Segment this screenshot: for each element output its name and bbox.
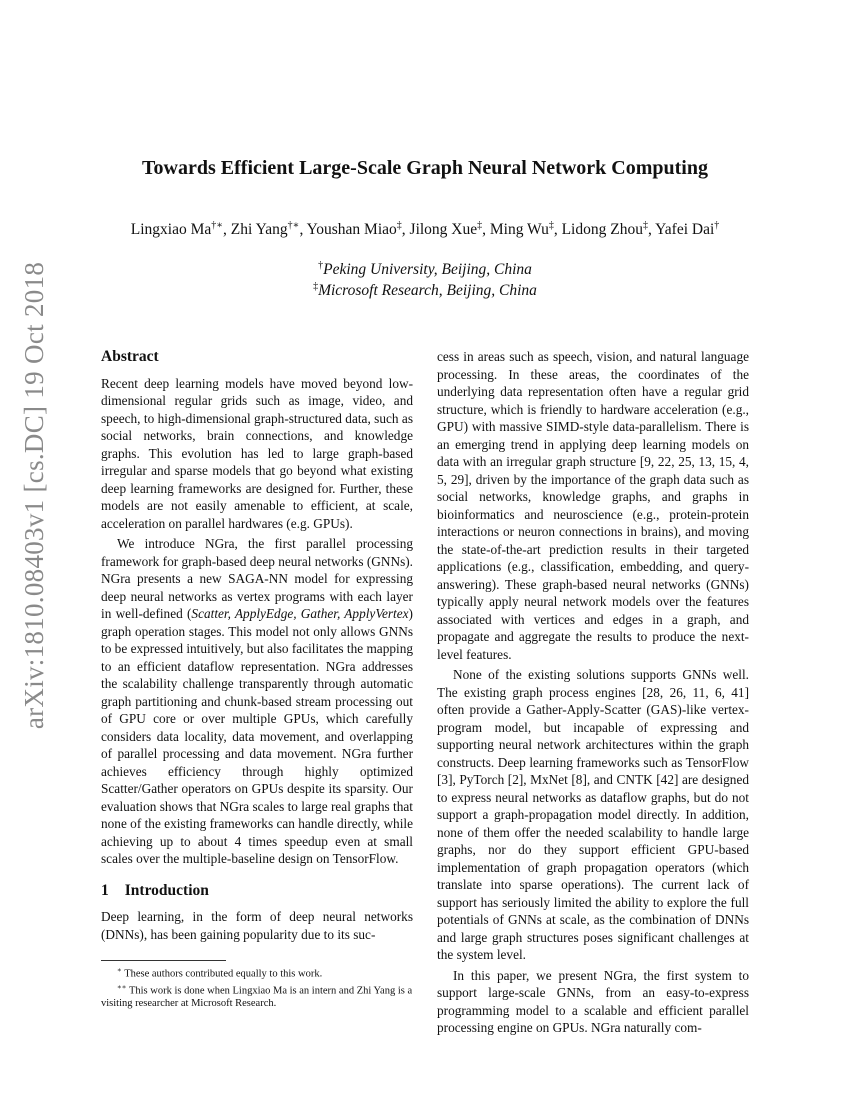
- affiliation-mark: †: [318, 260, 324, 271]
- author-mark: ‡: [477, 220, 483, 231]
- affiliation-mark: ‡: [313, 281, 319, 292]
- abstract-heading: Abstract: [101, 348, 159, 365]
- section-number: 1: [101, 881, 109, 899]
- author-name: Ming Wu: [489, 221, 549, 239]
- author-mark: †∗: [211, 220, 224, 231]
- footnote: ∗ These authors contributed equally to this work.: [117, 966, 323, 980]
- author-mark: †: [714, 220, 720, 231]
- intro-paragraph: cess in areas such as speech, vision, and natural language processing. In these areas, the coordinates of the underlying data representation often have a regular grid structure, which is friendly to hardware acceleration (e.g., GPU) with massive SIMD-style data-parallelism. There is an emerging trend in applying deep learning models on data with an irregular graph structure [9, 22, 25, 13, 15, 4, 5, 29], driven by the importance of the graph data such as social networks, knowledge graphs, and graphs in bioinformatics and neuroscience (e.g., protein-protein interactions or neuron connections in brains), and moving the state-of-the-art prediction results in their targeted applications (e.g., classification, embedding, and query-answering). These graph-based neural networks (GNNs) typically apply neural network models over the features associated with vertices and edges in a graph, and propagate and aggregate the results to produce the next-level features.: [437, 349, 749, 662]
- author-name: Lingxiao Ma: [130, 221, 212, 239]
- footnotes: [101, 960, 413, 1010]
- section-heading: [101, 882, 413, 900]
- author-mark: ‡: [642, 220, 648, 231]
- paper-title: Towards Efficient Large-Scale Graph Neural Network Computing: [142, 157, 708, 179]
- footnote-mark: ∗∗: [117, 982, 127, 991]
- left-column: [101, 348, 413, 943]
- intro-paragraph: None of the existing solutions supports GNNs well. The existing graph process engines [28, 26, 11, 6, 41] often provide a Gather-Apply-Scatter (GAS)-like vertex-program model, but incapable of expressing and supporting neural network architectures within the graph constructs. Deep learning frameworks such as TensorFlow [3], PyTorch [2], MxNet [8], and CNTK [42] are designed to express neural networks as dataflow graphs, but do not support a graph-propagation model directly. In addition, none of them offer the needed scalability to handle large graphs, nor do they support efficient GPU-based implementation of graph propagation operators (which translate into sparse operations). The current lack of support has seriously limited the ability to explore the full potentials of GNNs at scale, as the combination of DNNs and large graph structures poses significant challenges at the system level.: [437, 667, 749, 962]
- author-name: Youshan Miao: [306, 221, 397, 239]
- abstract-paragraph: Recent deep learning models have moved beyond low-dimensional regular grids such as image, video, and speech, to high-dimensional graph-structured data, such as social networks, brain connections, and knowledge graphs. This evolution has led to large graph-based irregular and sparse models that go beyond what existing deep learning frameworks are designed for. Further, these models are not easily amenable to efficient, at scale, acceleration on parallel hardwares (e.g. GPUs).: [101, 375, 413, 531]
- footnote-mark: ∗: [117, 966, 122, 974]
- author-mark: †∗: [287, 220, 300, 231]
- author-name: Zhi Yang: [230, 221, 288, 239]
- author-mark: ‡: [548, 220, 554, 231]
- footnote-rule: [101, 960, 226, 961]
- intro-paragraph: Deep learning, in the form of deep neural networks (DNNs), has been gaining popularity due to its suc-: [101, 909, 413, 942]
- author-mark: ‡: [396, 220, 402, 231]
- intro-paragraph: In this paper, we present NGra, the first system to support large-scale GNNs, from an easy-to-express programming model to a scalable and efficient parallel processing engine on GPUs. NGra naturally com-: [437, 967, 749, 1035]
- footnote: ∗∗ This work is done when Lingxiao Ma is an intern and Zhi Yang is a visiting researcher at Microsoft Research.: [101, 982, 413, 1009]
- saga-stages: Scatter, ApplyEdge, Gather, ApplyVertex: [191, 606, 409, 621]
- affiliation: [0, 260, 850, 279]
- author-name: Yafei Dai: [655, 221, 715, 239]
- arxiv-identifier: arXiv:1810.08403v1 [cs.DC] 19 Oct 2018: [19, 261, 50, 729]
- affiliation-text: Peking University, Beijing, China: [323, 261, 532, 279]
- right-column: [437, 348, 749, 1037]
- affiliation-text: Microsoft Research, Beijing, China: [318, 282, 537, 300]
- arxiv-side-label: [5, 261, 65, 729]
- abstract-paragraph: We introduce NGra, the first parallel processing framework for graph-based deep neural networks (GNNs). NGra presents a new SAGA-NN model for expressing deep neural networks as vertex programs with each layer in well-defined (Scatter, ApplyEdge, Gather, ApplyVertex) graph operation stages. This model not only allows GNNs to be expressed intuitively, but also facilitates the mapping to an efficient dataflow representation. NGra addresses the scalability challenge transparently through automatic graph partitioning and chunk-based stream processing out of GPU core or over multiple GPUs, which carefully considers data locality, data movement, and overlapping of parallel processing and data movement. NGra further achieves efficiency through highly optimized Scatter/Gather operators on GPUs despite its sparsity. Our evaluation shows that NGra scales to large real graphs that none of the existing frameworks can handle directly, while achieving up to about 4 times speedup even at small scales over the multiple-baseline design on TensorFlow.: [101, 536, 413, 866]
- section-title: Introduction: [124, 881, 209, 899]
- author-list: Lingxiao Ma†∗, Zhi Yang†∗, Youshan Miao‡, Jilong Xue‡, Ming Wu‡, Lidong Zhou‡, Yafei Dai†: [130, 220, 720, 239]
- affiliation: [0, 281, 850, 300]
- author-name: Jilong Xue: [409, 221, 478, 239]
- author-name: Lidong Zhou: [561, 221, 643, 239]
